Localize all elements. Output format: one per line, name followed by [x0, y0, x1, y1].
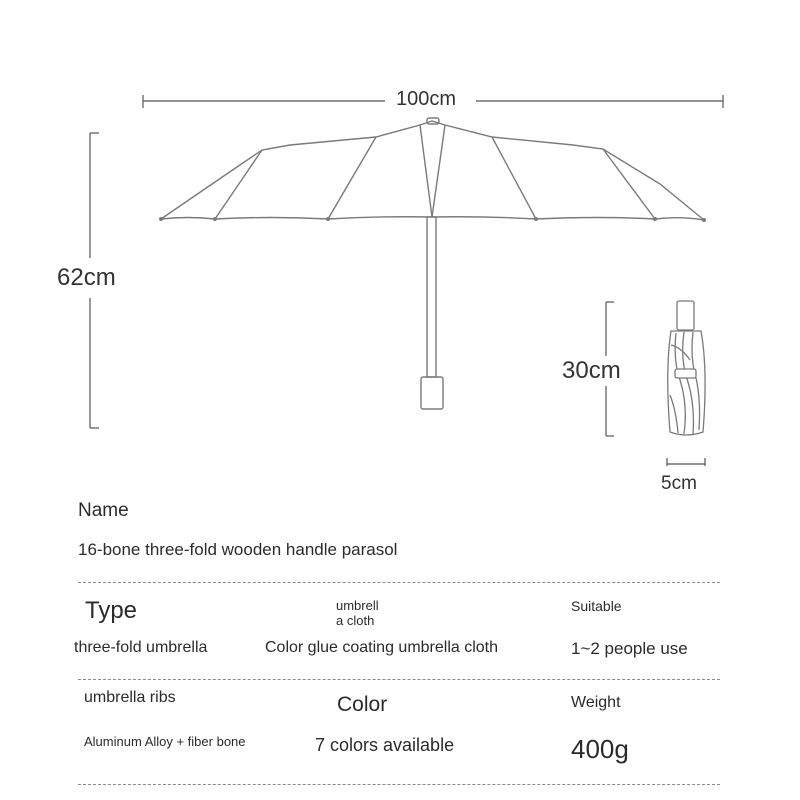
folded-width-label: 5cm: [661, 473, 697, 494]
type-value: three-fold umbrella: [74, 639, 208, 656]
type-label: Type: [85, 597, 138, 624]
divider: [78, 582, 720, 583]
divider: [78, 784, 720, 785]
weight-value: 400g: [571, 734, 629, 764]
color-value: 7 colors available: [315, 735, 455, 755]
divider: [78, 679, 720, 680]
folded-width-dimension-line: [667, 458, 705, 466]
cloth-label: umbrell a cloth: [336, 598, 379, 628]
suitable-label: Suitable: [571, 598, 622, 614]
folded-umbrella-icon: [668, 301, 705, 435]
name-label: Name: [78, 500, 129, 521]
cloth-value: Color glue coating umbrella cloth: [265, 639, 499, 656]
weight-label: Weight: [571, 694, 621, 711]
ribs-label: umbrella ribs: [84, 689, 176, 706]
open-umbrella-icon: [161, 118, 704, 409]
suitable-value: 1~2 people use: [571, 639, 688, 658]
ribs-value: Aluminum Alloy + fiber bone: [84, 734, 246, 749]
folded-length-label: 30cm: [562, 357, 621, 384]
color-label: Color: [337, 693, 388, 716]
open-width-label: 100cm: [396, 88, 457, 110]
name-value: 16-bone three-fold wooden handle parasol: [78, 540, 398, 559]
open-height-label: 62cm: [57, 264, 116, 291]
